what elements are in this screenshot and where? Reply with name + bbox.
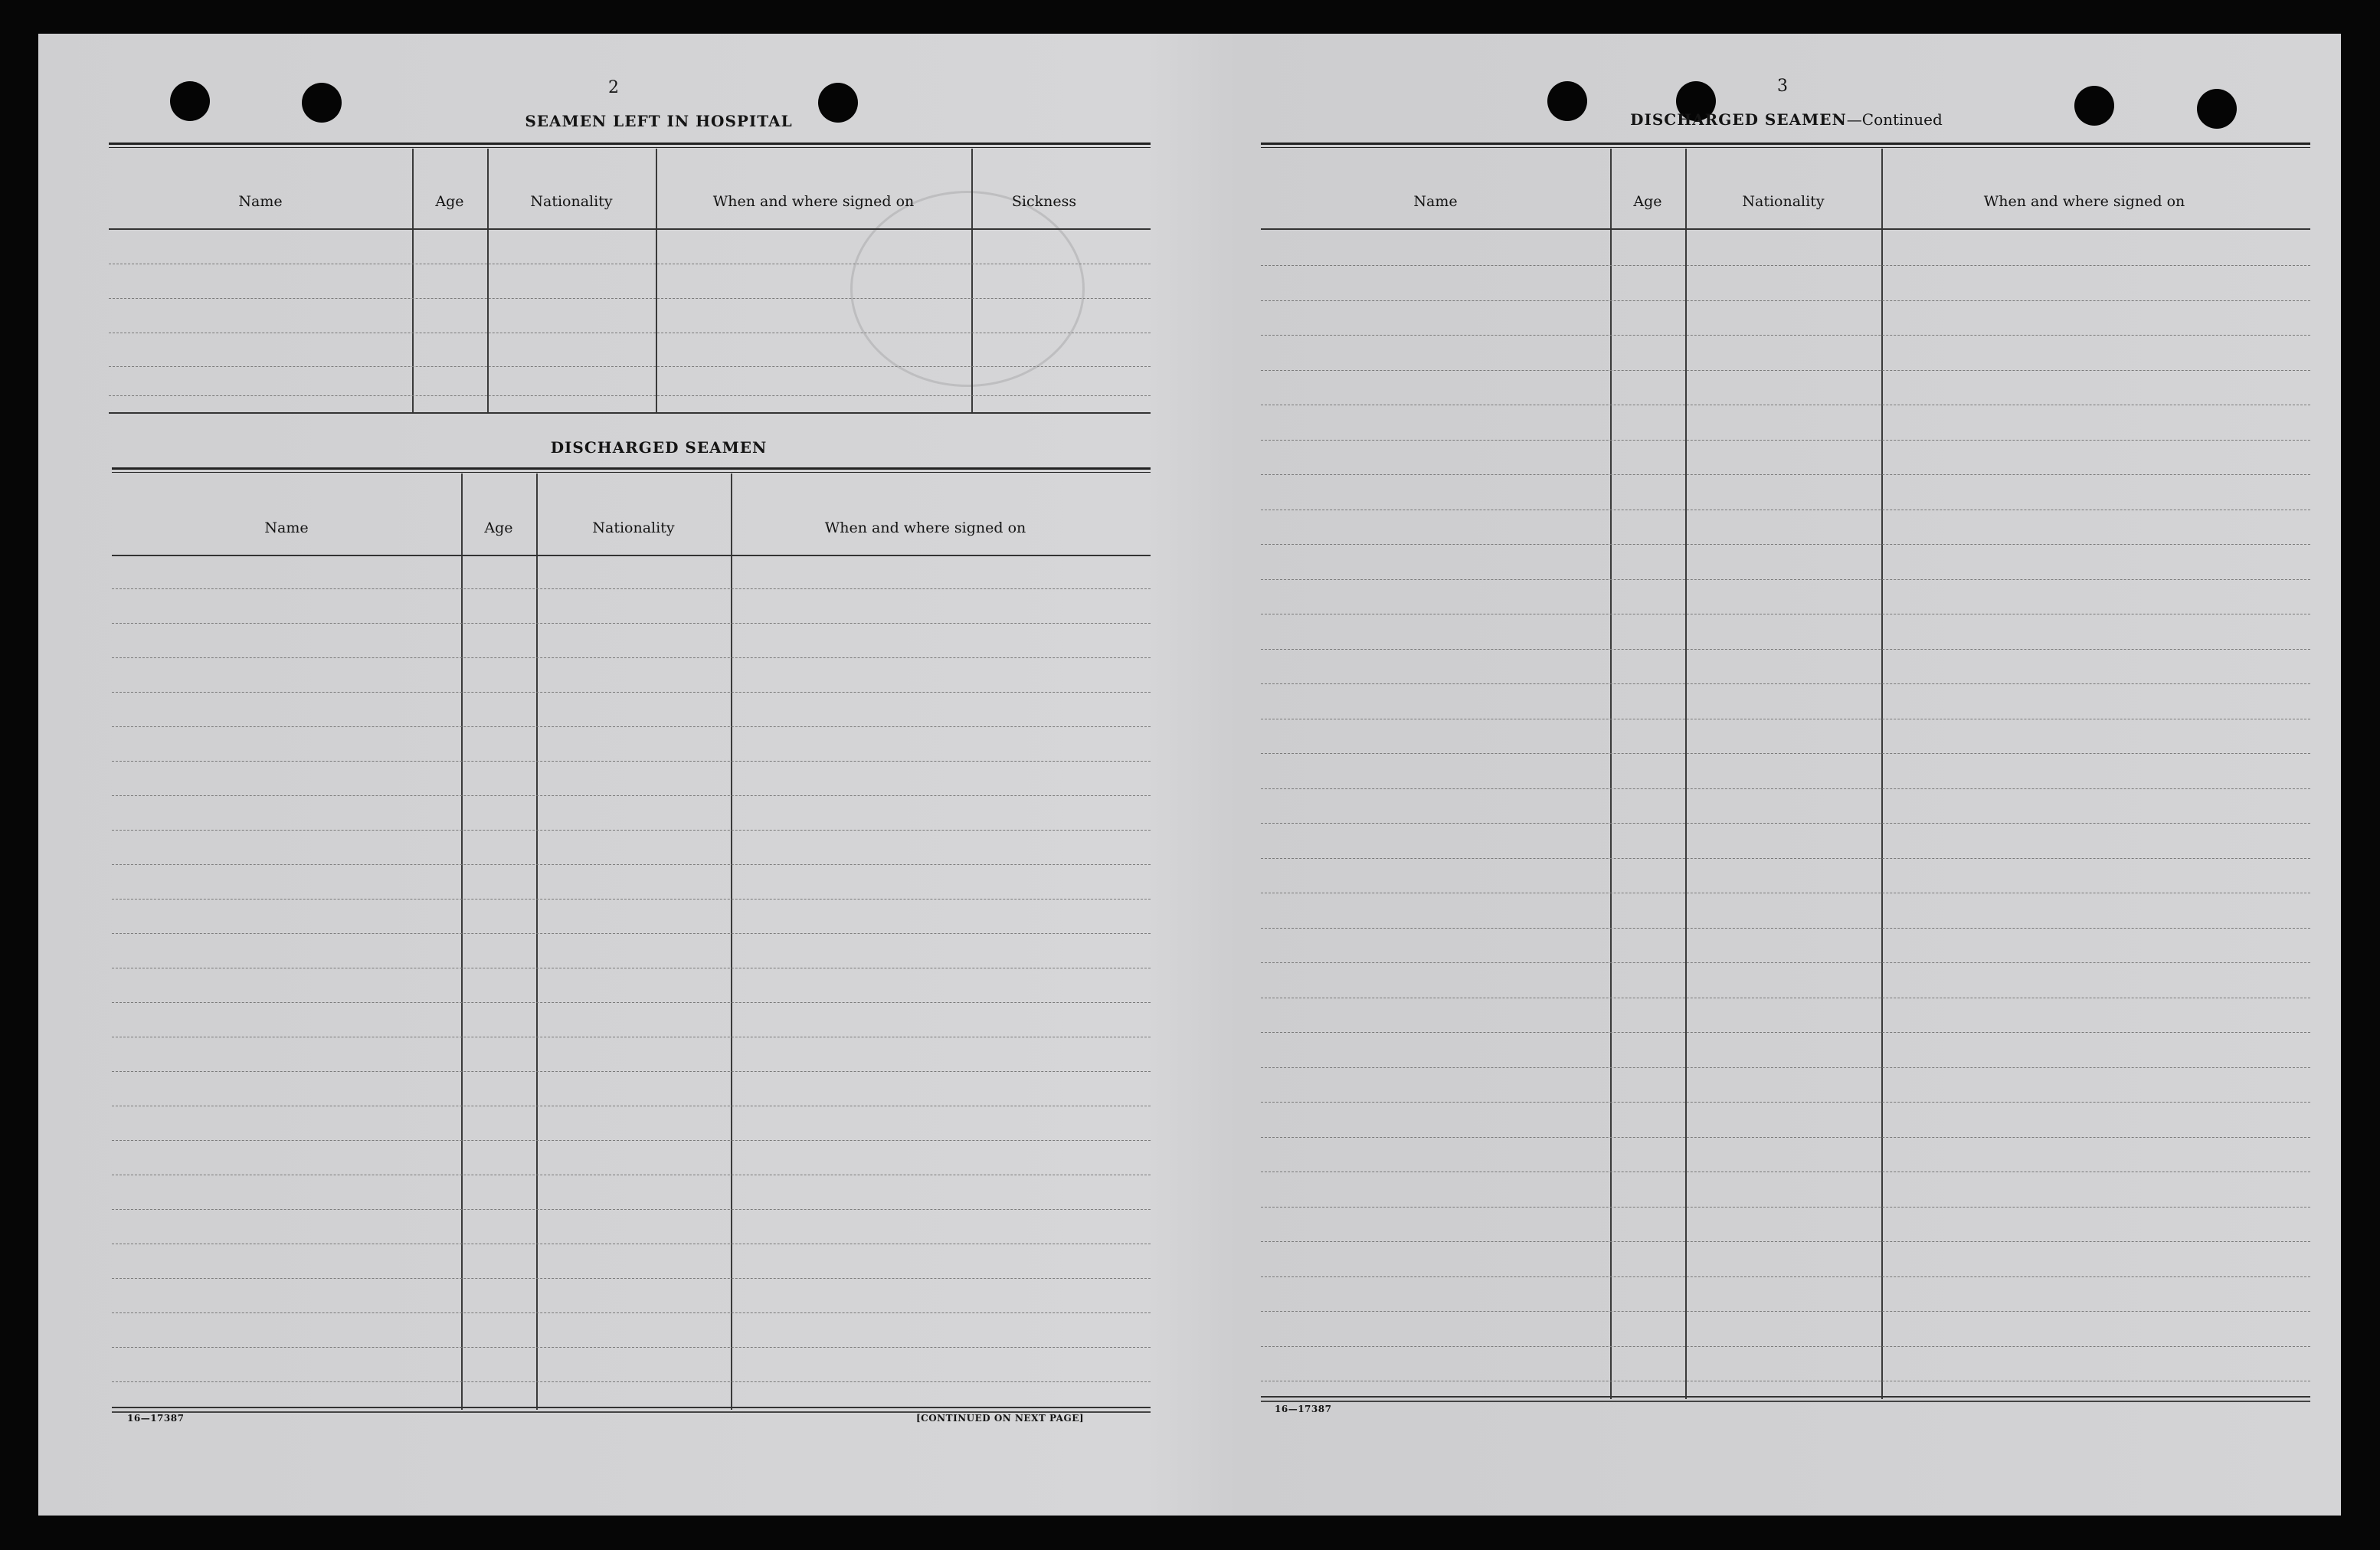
table-row bbox=[1261, 649, 2310, 650]
column-divider bbox=[412, 149, 414, 413]
column-header-when-where-signed-on: When and where signed on bbox=[712, 193, 915, 210]
table-row bbox=[1261, 474, 2310, 475]
table-row bbox=[1261, 858, 2310, 859]
table-row bbox=[112, 657, 1151, 658]
table-row bbox=[112, 899, 1151, 900]
column-header-when-where-signed-on: When and where signed on bbox=[1983, 193, 2185, 210]
table-row bbox=[1261, 370, 2310, 371]
punch-hole bbox=[2074, 86, 2114, 126]
document-sheet bbox=[38, 34, 2341, 1516]
header-underline bbox=[109, 228, 1151, 230]
column-header-name: Name bbox=[264, 519, 309, 536]
column-divider bbox=[487, 149, 489, 413]
table-row bbox=[1261, 753, 2310, 754]
table-row bbox=[1261, 265, 2310, 266]
punch-hole bbox=[2197, 89, 2237, 129]
title-suffix: —Continued bbox=[1846, 110, 1943, 129]
table-row bbox=[1261, 962, 2310, 963]
table-row bbox=[1261, 1207, 2310, 1208]
table-row bbox=[1261, 1311, 2310, 1312]
table-top-rule bbox=[109, 143, 1151, 148]
column-divider bbox=[971, 149, 973, 413]
column-header-nationality: Nationality bbox=[592, 519, 675, 536]
table-row bbox=[112, 933, 1151, 934]
column-header-name: Name bbox=[238, 193, 283, 210]
table-row bbox=[112, 795, 1151, 796]
column-divider bbox=[461, 474, 463, 1410]
column-divider bbox=[536, 474, 538, 1410]
table-row bbox=[112, 1312, 1151, 1313]
table-bottom-rule bbox=[112, 1407, 1151, 1408]
header-underline bbox=[1261, 228, 2310, 230]
title-main: DISCHARGED SEAMEN bbox=[1630, 110, 1847, 129]
right-page-number: 3 bbox=[1777, 77, 1788, 96]
table-row bbox=[112, 588, 1151, 589]
discharged-section-title: DISCHARGED SEAMEN bbox=[550, 438, 768, 457]
table-row bbox=[112, 830, 1151, 831]
table-row bbox=[112, 692, 1151, 693]
header-underline bbox=[112, 555, 1151, 556]
discharged-continued-title bbox=[1572, 110, 2001, 129]
table-row bbox=[1261, 683, 2310, 684]
table-row bbox=[112, 1347, 1151, 1348]
table-top-rule bbox=[1261, 143, 2310, 148]
column-header-age: Age bbox=[1633, 193, 1662, 210]
table-row bbox=[112, 1071, 1151, 1072]
column-divider bbox=[1610, 149, 1612, 1399]
table-row bbox=[1261, 1276, 2310, 1277]
table-row bbox=[112, 761, 1151, 762]
hospital-section-title: SEAMEN LEFT IN HOSPITAL bbox=[525, 112, 793, 130]
table-row bbox=[112, 1381, 1151, 1382]
table-row bbox=[1261, 1137, 2310, 1138]
table-row bbox=[1261, 440, 2310, 441]
table-row bbox=[109, 395, 1151, 396]
table-row bbox=[1261, 1102, 2310, 1103]
left-page-number: 2 bbox=[608, 78, 619, 97]
table-top-rule bbox=[112, 467, 1151, 473]
hospital-table bbox=[109, 143, 1151, 449]
column-header-age: Age bbox=[484, 519, 513, 536]
table-row bbox=[109, 298, 1151, 299]
column-divider bbox=[731, 474, 732, 1410]
table-row bbox=[112, 1209, 1151, 1210]
discharged-table-right bbox=[1261, 143, 2310, 1445]
table-row bbox=[1261, 1067, 2310, 1068]
punch-hole bbox=[170, 81, 210, 121]
discharged-table-left bbox=[112, 467, 1151, 1448]
column-header-sickness: Sickness bbox=[1011, 193, 1077, 210]
column-header-name: Name bbox=[1413, 193, 1458, 210]
table-row bbox=[1261, 1241, 2310, 1242]
table-row bbox=[1261, 579, 2310, 580]
column-header-nationality: Nationality bbox=[1742, 193, 1825, 210]
right-form-number: 16—17387 bbox=[1275, 1404, 1332, 1414]
table-row bbox=[1261, 300, 2310, 301]
table-row bbox=[1261, 544, 2310, 545]
table-row bbox=[112, 1002, 1151, 1003]
table-row bbox=[109, 366, 1151, 367]
continued-note: [CONTINUED ON NEXT PAGE] bbox=[916, 1413, 1085, 1424]
table-bottom-rule bbox=[1261, 1401, 2310, 1402]
column-divider bbox=[656, 149, 657, 413]
table-row bbox=[112, 623, 1151, 624]
punch-hole bbox=[302, 83, 342, 123]
table-row bbox=[1261, 335, 2310, 336]
left-form-number: 16—17387 bbox=[127, 1413, 185, 1424]
table-bottom-rule bbox=[109, 412, 1151, 414]
column-header-age: Age bbox=[435, 193, 464, 210]
table-row bbox=[1261, 928, 2310, 929]
table-row bbox=[1261, 788, 2310, 789]
table-row bbox=[1261, 1346, 2310, 1347]
column-header-nationality: Nationality bbox=[530, 193, 613, 210]
table-row bbox=[112, 864, 1151, 865]
column-divider bbox=[1685, 149, 1687, 1399]
table-row bbox=[112, 1140, 1151, 1141]
column-header-when-where-signed-on: When and where signed on bbox=[824, 519, 1026, 536]
table-row bbox=[112, 726, 1151, 727]
table-row bbox=[1261, 823, 2310, 824]
table-bottom-rule bbox=[1261, 1396, 2310, 1398]
table-row bbox=[112, 1278, 1151, 1279]
column-divider bbox=[1881, 149, 1883, 1399]
table-row bbox=[1261, 1032, 2310, 1033]
